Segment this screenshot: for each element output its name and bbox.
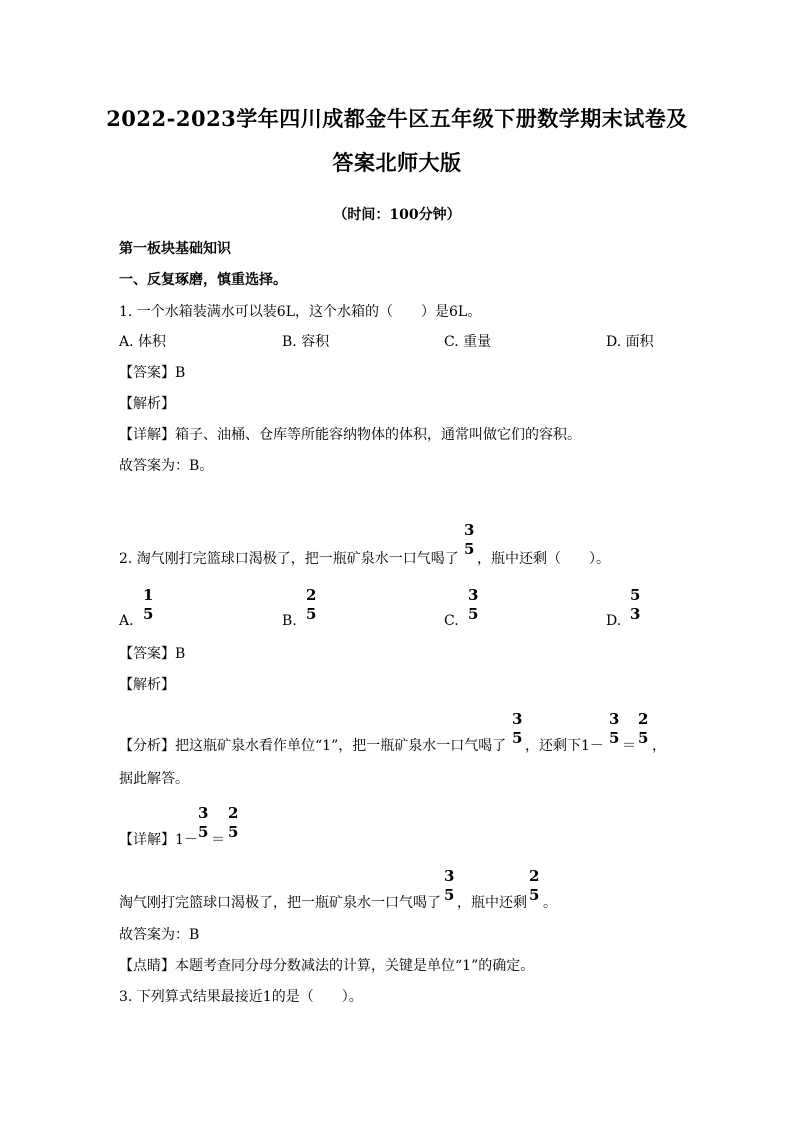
q2-option-a-fraction <box>143 587 153 623</box>
q2-sentence-fraction-2 <box>529 868 539 904</box>
fraction-numerator: 3 <box>512 710 523 728</box>
time-note: （时间：100分钟） <box>333 207 461 223</box>
question-1-stem: 1. 一个水箱装满水可以装6L，这个水箱的（ ）是6L。 <box>119 304 482 320</box>
fraction-denominator: 5 <box>529 886 540 904</box>
q2-option-b-fraction <box>306 587 316 623</box>
q2-sentence-before: 淘气刚打完篮球口渴极了，把一瓶矿泉水一口气喝了 <box>119 895 441 911</box>
q1-option-a: A. 体积 <box>119 334 167 350</box>
q2-fenxi-fraction-2 <box>609 711 619 747</box>
fraction-numerator: 2 <box>529 867 540 885</box>
fraction-numerator: 3 <box>609 710 620 728</box>
fraction-denominator: 5 <box>143 605 154 623</box>
fraction-denominator: 5 <box>306 605 317 623</box>
q2-dianjing: 【点睛】本题考查同分母分数减法的计算，关键是单位“1”的确定。 <box>119 958 535 974</box>
q2-sentence-mid: ，瓶中还剩 <box>457 895 527 911</box>
q2-fenxi-end: ， <box>652 738 666 754</box>
fraction-numerator: 5 <box>630 586 641 604</box>
q2-fenxi-line-2: 据此解答。 <box>119 771 189 787</box>
q2-option-d-fraction <box>630 587 640 623</box>
q2-option-c-label: C. <box>444 613 459 629</box>
q2-detail-fraction-1 <box>198 805 208 841</box>
q2-sentence-fraction-1 <box>444 868 454 904</box>
q2-conclusion: 故答案为：B <box>119 927 200 943</box>
q2-fenxi-equals: ＝ <box>622 738 636 754</box>
q1-detail: 【详解】箱子、油桶、仓库等所能容纳物体的体积，通常叫做它们的容积。 <box>119 427 581 443</box>
q1-option-d: D. 面积 <box>606 334 654 350</box>
fraction-denominator: 5 <box>198 823 209 841</box>
q1-option-c: C. 重量 <box>444 334 492 350</box>
q2-answer: 【答案】B <box>119 646 186 662</box>
fraction-numerator: 2 <box>306 586 317 604</box>
fraction-numerator: 2 <box>638 710 649 728</box>
q1-analysis-label: 【解析】 <box>119 396 175 412</box>
q2-detail-before: 【详解】1－ <box>119 832 198 848</box>
fraction-numerator: 3 <box>468 586 479 604</box>
fraction-denominator: 5 <box>444 886 455 904</box>
question-2-stem-after: ，瓶中还剩（ ）。 <box>477 551 610 567</box>
section-heading: 第一板块基础知识 <box>119 241 231 257</box>
fraction-denominator: 5 <box>638 729 649 747</box>
fraction-numerator: 3 <box>444 867 455 885</box>
q2-option-a-label: A. <box>119 613 134 629</box>
part-heading: 一、反复琢磨，慎重选择。 <box>119 272 287 288</box>
q2-detail-equals: ＝ <box>211 832 225 848</box>
document-title-line-1: 2022-2023学年四川成都金牛区五年级下册数学期末试卷及 <box>106 106 688 131</box>
q2-fenxi-fraction-3 <box>638 711 648 747</box>
q2-option-b-label: B. <box>282 613 297 629</box>
fraction-denominator: 5 <box>464 540 475 558</box>
fraction-numerator: 2 <box>228 804 239 822</box>
q2-sentence-end: 。 <box>543 895 557 911</box>
q2-fenxi-mid: ，还剩下1－ <box>525 738 604 754</box>
fraction-denominator: 5 <box>468 605 479 623</box>
fraction-denominator: 3 <box>630 605 641 623</box>
q2-fenxi-before: 【分析】把这瓶矿泉水看作单位“1”，把一瓶矿泉水一口气喝了 <box>119 738 507 754</box>
fraction-denominator: 5 <box>228 823 239 841</box>
q1-answer: 【答案】B <box>119 365 186 381</box>
q2-analysis-label: 【解析】 <box>119 677 175 693</box>
q2-option-c-fraction <box>468 587 478 623</box>
q2-stem-fraction <box>464 522 474 558</box>
q1-option-b: B. 容积 <box>282 334 330 350</box>
fraction-numerator: 3 <box>198 804 209 822</box>
fraction-denominator: 5 <box>512 729 523 747</box>
q1-conclusion: 故答案为：B。 <box>119 458 214 474</box>
q2-detail-fraction-2 <box>228 805 238 841</box>
fraction-numerator: 1 <box>143 586 154 604</box>
q2-option-d-label: D. <box>606 613 622 629</box>
question-2-stem-before: 2. 淘气刚打完篮球口渴极了，把一瓶矿泉水一口气喝了 <box>119 551 459 567</box>
document-title-line-2: 答案北师大版 <box>332 150 462 175</box>
question-3-stem: 3. 下列算式结果最接近1的是（ ）。 <box>119 989 363 1005</box>
fraction-numerator: 3 <box>464 521 475 539</box>
q2-fenxi-fraction-1 <box>512 711 522 747</box>
fraction-denominator: 5 <box>609 729 620 747</box>
